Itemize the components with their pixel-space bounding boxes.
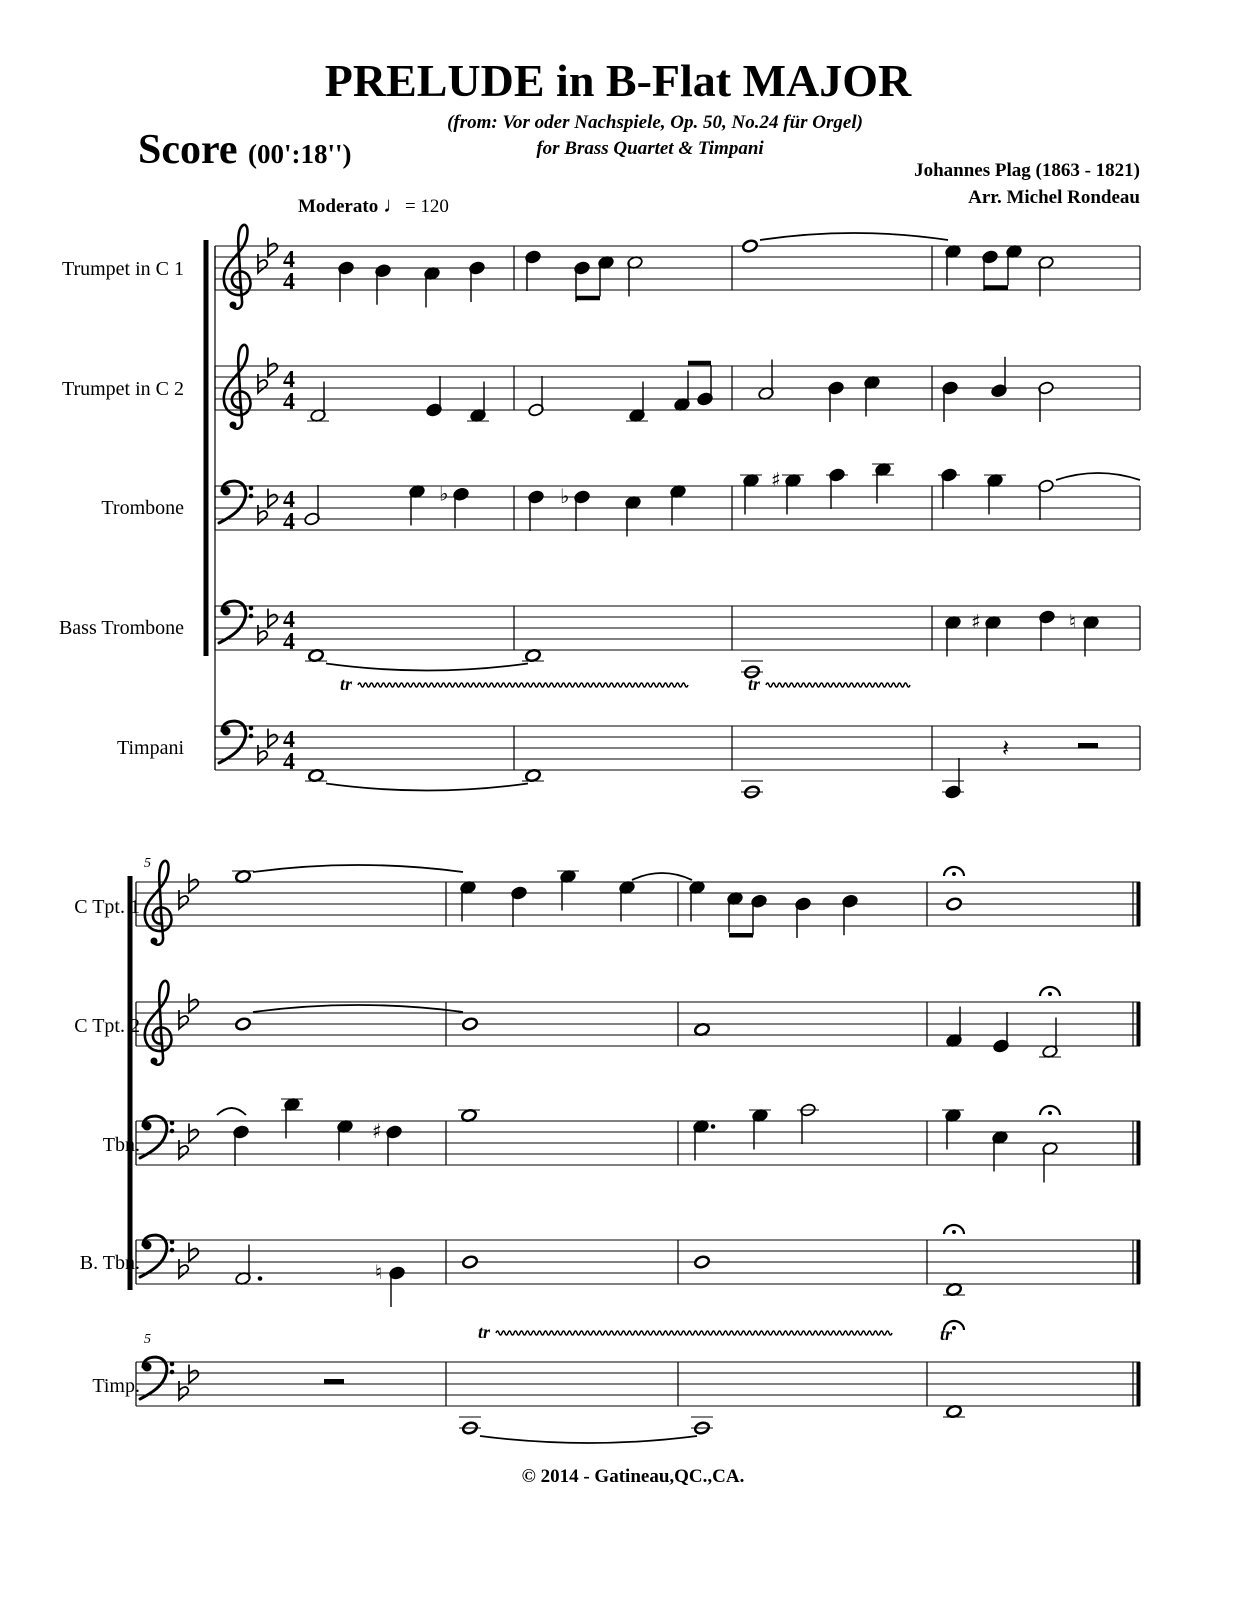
bass-clef — [219, 721, 253, 763]
half-rest — [1078, 743, 1098, 748]
bass-clef — [140, 1116, 174, 1158]
fermata-dot — [952, 1230, 956, 1234]
copyright: © 2014 - Gatineau,QC.,CA. — [521, 1466, 745, 1487]
sharp-accidental: ♯ — [971, 609, 981, 634]
flat-sign — [189, 1243, 198, 1262]
tie — [217, 1108, 246, 1115]
note-head — [742, 239, 759, 253]
instrument-name-trumpet-1: Trumpet in C 1 — [61, 258, 184, 280]
fermata-dot — [952, 872, 956, 876]
fermata-dot — [1048, 1111, 1052, 1115]
instrument-name-timpani: Timpani — [116, 737, 184, 759]
bass-clef — [140, 1357, 174, 1399]
quarter-rest: 𝄽 — [1002, 734, 1010, 762]
note-head — [462, 1255, 479, 1269]
treble-clef — [145, 861, 172, 945]
instrument-name-trumpet-2: Trumpet in C 2 — [61, 378, 184, 400]
trill-sign: tr — [748, 674, 761, 694]
measure-number: 5 — [144, 1332, 151, 1347]
trill-sign: tr — [940, 1324, 953, 1344]
instrument-name-bass-trombone: Bass Trombone — [58, 617, 184, 639]
trill-line — [358, 683, 688, 687]
flat-accidental: ♭ — [560, 484, 570, 508]
flat-accidental: ♭ — [439, 481, 449, 506]
notation-marks — [130, 225, 1140, 1443]
time-signature: 4 — [283, 727, 295, 753]
fermata-dot — [1048, 992, 1052, 996]
time-signature: 4 — [283, 269, 295, 295]
instrument-abbr-trombone: Tbn. — [102, 1134, 140, 1156]
note-head — [694, 1022, 711, 1036]
flat-sign — [189, 1365, 198, 1384]
trill-sign: tr — [340, 674, 353, 694]
flat-sign — [189, 994, 198, 1013]
note-head — [461, 1108, 478, 1122]
arranger: Arr. Michel Rondeau — [968, 187, 1140, 208]
duration: (00':18'') — [248, 139, 352, 169]
instrument-abbr-timpani: Timp. — [92, 1375, 140, 1397]
time-signature: 4 — [283, 487, 295, 513]
composer: Johannes Plag (1863 - 1821) — [914, 160, 1140, 181]
tie — [326, 784, 528, 791]
sharp-accidental: ♯ — [771, 467, 781, 492]
flat-sign — [268, 238, 277, 257]
treble-clef — [224, 345, 251, 429]
tie — [480, 1436, 697, 1443]
flat-sign — [189, 1124, 198, 1143]
tie — [632, 873, 692, 880]
trill-sign: tr — [478, 1322, 491, 1342]
treble-clef — [224, 225, 251, 309]
note-head — [462, 1017, 479, 1031]
fermata-dot — [952, 1326, 956, 1330]
flat-sign — [268, 489, 277, 508]
page-title: PRELUDE in B-Flat MAJOR — [324, 55, 912, 106]
sharp-accidental: ♯ — [372, 1119, 382, 1143]
tie — [760, 233, 948, 240]
subtitle-instrumentation: for Brass Quartet & Timpani — [536, 138, 764, 159]
flat-sign — [268, 729, 277, 748]
time-signature: 4 — [283, 629, 295, 655]
bass-clef — [140, 1235, 174, 1277]
instrument-abbr-trumpet-1: C Tpt. 1 — [74, 896, 140, 918]
time-signature: 4 — [283, 749, 295, 775]
bass-clef — [219, 481, 253, 523]
note-head — [308, 768, 325, 782]
tie — [1056, 473, 1140, 480]
note-head — [525, 648, 542, 662]
time-signature: 4 — [283, 607, 295, 633]
instrument-abbr-bass-trombone: B. Tbn. — [79, 1252, 140, 1274]
note-head — [235, 1017, 252, 1031]
note-head — [694, 1255, 711, 1269]
dot — [258, 1276, 263, 1281]
natural-accidental: ♮ — [1069, 609, 1077, 634]
time-signature: 4 — [283, 389, 295, 415]
subtitle-source: (from: Vor oder Nachspiele, Op. 50, No.24 für Orgel) — [447, 112, 863, 133]
time-signature: 4 — [283, 509, 295, 535]
score-word: Score — [138, 127, 238, 173]
note-head — [946, 897, 963, 911]
flat-sign — [268, 358, 277, 377]
dot — [711, 1124, 716, 1129]
trill-line — [766, 683, 910, 687]
note-head — [946, 1404, 963, 1418]
tie — [326, 664, 528, 671]
instrument-name-trombone: Trombone — [101, 497, 184, 519]
note-head — [525, 768, 542, 782]
tempo-word: Moderato — [298, 196, 379, 217]
note-head — [946, 1282, 963, 1296]
trill-line — [496, 1331, 892, 1335]
tempo-value: = 120 — [404, 196, 449, 217]
treble-clef — [145, 981, 172, 1065]
quarter-note-icon: ♩ — [382, 192, 405, 217]
flat-sign — [189, 874, 198, 893]
note-head — [308, 648, 325, 662]
note-head — [235, 869, 252, 883]
instrument-abbr-trumpet-2: C Tpt. 2 — [74, 1015, 140, 1037]
whole-rest — [324, 1379, 344, 1384]
time-signature: 4 — [283, 367, 295, 393]
natural-accidental: ♮ — [375, 1260, 383, 1284]
measure-number: 5 — [144, 856, 151, 871]
tie — [253, 865, 463, 872]
tie — [253, 1005, 463, 1012]
bass-clef — [219, 601, 253, 643]
time-signature: 4 — [283, 247, 295, 273]
flat-sign — [268, 609, 277, 628]
